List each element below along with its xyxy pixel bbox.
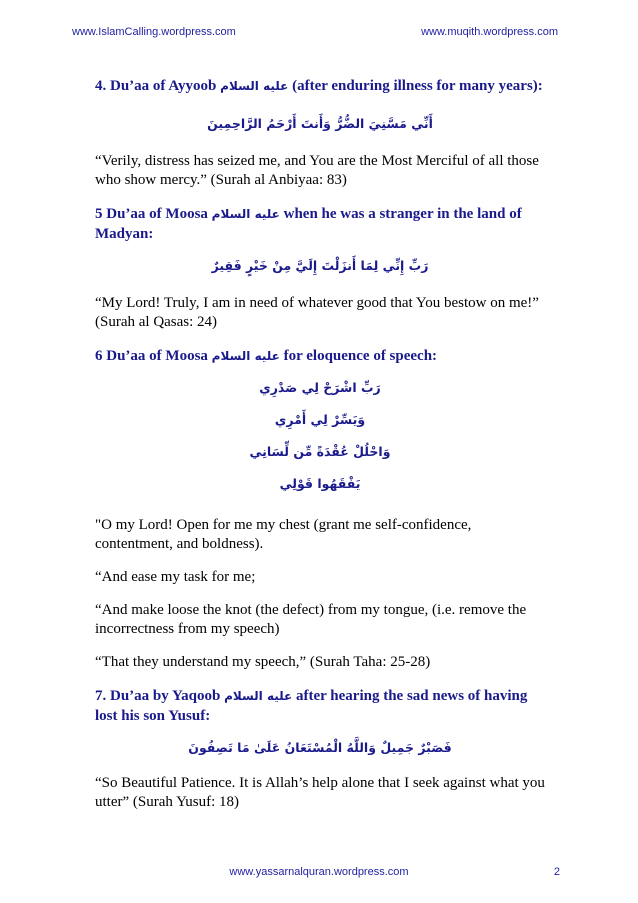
heading-arabic-honorific: عليه السلام (211, 207, 280, 221)
english-translation: “That they understand my speech,” (Surah Taha: 25-28) (95, 654, 431, 670)
section-heading (95, 76, 545, 96)
heading-text: 4. Du’aa of Ayyoob (95, 78, 221, 94)
english-translation: “My Lord! Truly, I am in need of whatever good that You bestow on me!” (Surah al Qasas: 24) (95, 295, 539, 330)
section-heading (95, 686, 545, 726)
section-heading (95, 346, 545, 366)
english-translation: "O my Lord! Open for me my chest (grant me self-confidence, contentment, and boldness). (95, 517, 472, 552)
heading-text: 7. Du’aa by Yaqoob (95, 688, 225, 704)
english-translation: “And ease my task for me; (95, 569, 256, 585)
english-translation: “So Beautiful Patience. It is Allah’s help alone that I seek against what you utter” (Surah Yusuf: 18) (95, 775, 545, 810)
arabic-verse: فَصَبْرٌ جَمِيلٌ وَاللَّهُ الْمُسْتَعَانُ عَلَىٰ مَا تَصِفُونَ (188, 740, 452, 755)
page-number: 2 (553, 866, 560, 878)
arabic-verse: وَاحْلُلْ عُقْدَةً مِّن لِّسَانِي (249, 444, 391, 459)
heading-text: 6 Du’aa of Moosa (95, 348, 212, 364)
footer-url[interactable]: www.yassarnalquran.wordpress.com (229, 866, 409, 878)
arabic-verse: وَيَسِّرْ لِي أَمْرِي (274, 412, 366, 427)
section-heading (95, 204, 545, 244)
heading-text: 5 Du’aa of Moosa (95, 206, 212, 222)
heading-text: (after enduring illness for many years): (288, 78, 543, 94)
heading-text: when he was a stranger in the land of Madyan: (95, 206, 522, 242)
heading-arabic-honorific: عليه السلام (220, 79, 289, 93)
english-translation: “And make loose the knot (the defect) from my tongue, (i.e. remove the incorrectness from my speech) (95, 602, 527, 637)
header-left-url[interactable]: www.IslamCalling.wordpress.com (72, 26, 236, 38)
header-right-url[interactable]: www.muqith.wordpress.com (421, 26, 558, 38)
document-body (95, 76, 545, 826)
arabic-verse: يَفْقَهُوا قَوْلِي (279, 476, 361, 491)
arabic-verse: رَبِّ اشْرَحْ لِي صَدْرِي (259, 380, 381, 395)
heading-arabic-honorific: عليه السلام (211, 349, 280, 363)
heading-text: after hearing the sad news of having lost his son Yusuf: (95, 688, 528, 724)
english-translation: “Verily, distress has seized me, and You are the Most Merciful of all those who show mercy.” (Surah al Anbiyaa: 83) (95, 153, 539, 188)
heading-arabic-honorific: عليه السلام (224, 689, 293, 703)
heading-text: for eloquence of speech: (279, 348, 438, 364)
arabic-verse: رَبِّ إِنِّي لِمَا أَنزَلْتَ إِلَيَّ مِنْ خَيْرٍ فَقِيرٌ (211, 258, 429, 273)
arabic-verse: أَنِّي مَسَّنِيَ الضُّرُّ وَأَنتَ أَرْحَمُ الرَّاحِمِينَ (207, 116, 433, 131)
